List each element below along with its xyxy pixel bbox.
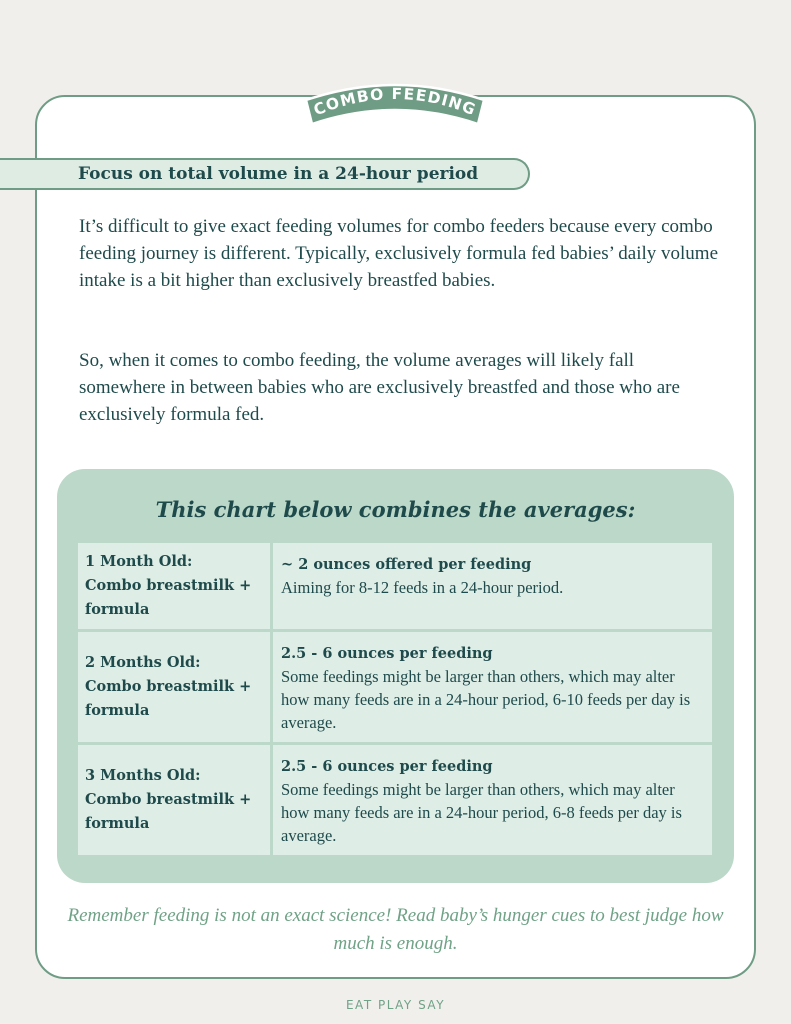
table-row-age-cell	[78, 632, 270, 742]
feeding-type-label: formula	[85, 815, 150, 832]
feeding-table	[78, 543, 712, 855]
feeding-type-label: Combo breastmilk +	[85, 577, 252, 594]
feeding-type-label: Combo breastmilk +	[85, 678, 252, 695]
age-label: 3 Months Old:	[85, 767, 201, 784]
feeding-amount: 2.5 - 6 ounces per feeding	[281, 758, 493, 775]
feeding-note: Aiming for 8-12 feeds in a 24-hour period.	[281, 578, 564, 597]
table-row-info-cell	[273, 745, 712, 855]
combo-paragraph: So, when it comes to combo feeding, the volume averages will likely fall somewhere in between babies who are exclusively breastfed and those who are exclusively formula fed.	[79, 350, 680, 425]
feeding-type-label: formula	[85, 601, 150, 618]
intro-paragraph: It’s difficult to give exact feeding volumes for combo feeders because every combo feeding journey is different. Typically, exclusively formula fed babies’ daily volume intake is a bit higher than exclusively breastfed babies.	[79, 216, 719, 291]
feeding-note: Some feedings might be larger than others, which may alter how many feeds are in a 24-hour period, 6-10 feeds per day is average.	[281, 667, 691, 732]
feeding-amount: ~ 2 ounces offered per feeding	[281, 556, 532, 573]
section-banner	[0, 158, 530, 190]
reminder-note: Remember feeding is not an exact science! Read baby’s hunger cues to best judge how much is enough.	[67, 905, 724, 954]
badge-label: COMBO FEEDING	[311, 84, 479, 120]
table-row-age-cell	[78, 745, 270, 855]
footer-brand: EAT PLAY SAY	[345, 998, 446, 1012]
feeding-type-label: Combo breastmilk +	[85, 791, 252, 808]
table-row-info-cell	[273, 632, 712, 742]
age-label: 1 Month Old:	[85, 553, 193, 570]
averages-chart-panel	[57, 469, 734, 883]
section-title: Focus on total volume in a 24-hour period	[78, 164, 479, 184]
chart-title: This chart below combines the averages:	[155, 497, 636, 522]
table-row-age-cell	[78, 543, 270, 629]
feeding-note: Some feedings might be larger than others, which may alter how many feeds are in a 24-hour period, 6-8 feeds per day is average.	[281, 780, 682, 845]
feeding-amount: 2.5 - 6 ounces per feeding	[281, 645, 493, 662]
age-label: 2 Months Old:	[85, 654, 201, 671]
feeding-type-label: formula	[85, 702, 150, 719]
combo-feeding-badge	[300, 78, 490, 128]
table-row-info-cell	[273, 543, 712, 629]
